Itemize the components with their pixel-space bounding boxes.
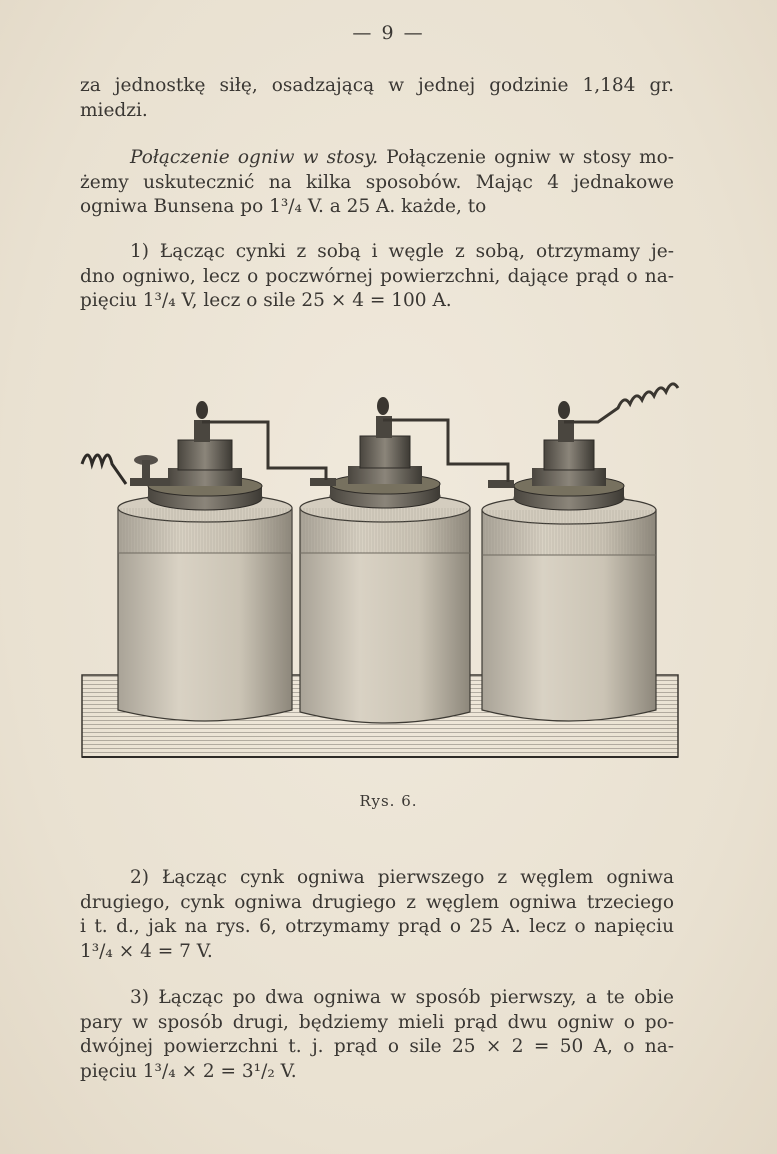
text-line: pary w sposób drugi, będziemy mieli prąd dwu ogniw o po- (80, 1011, 674, 1033)
text-line: ogniwa Bunsena po 1³/₄ V. a 25 A. każde, to (80, 196, 487, 217)
cell-3 (482, 401, 656, 721)
text-line: 3) Łącząc po dwa ogniwa w sposób pierwszy, a te obie (130, 987, 674, 1008)
text-line: miedzi. (80, 99, 148, 121)
text-line: 2) Łącząc cynk ogniwa pierwszego z węglem ogniwa (130, 867, 674, 888)
bunsen-cells-illustration (78, 360, 680, 762)
paragraph-method-3 (80, 986, 674, 1084)
text-line: za jednostkę siłę, osadzającą w jednej godzinie 1,184 gr. (80, 75, 674, 96)
paragraph-method-2 (80, 866, 674, 964)
cell-2 (300, 397, 470, 723)
text-line: pięciu 1³/₄ × 2 = 3¹/₂ V. (80, 1060, 297, 1082)
paragraph-battery-connection (80, 146, 674, 220)
text-line: żemy uskutecznić na kilka sposobów. Mając 4 jednakowe (80, 171, 674, 193)
text-line: pięciu 1³/₄ V, lecz o sile 25 × 4 = 100 A. (80, 290, 452, 311)
paragraph-intro (80, 74, 674, 123)
text-line: drugiego, cynk ogniwa drugiego z węglem ogniwa trzeciego (80, 891, 674, 913)
section-heading: Połączenie ogniw w stosy. (130, 147, 379, 168)
cell-1 (82, 401, 292, 721)
text-line: dwójnej powierzchni t. j. prąd o sile 25 × 2 = 50 A, o na- (80, 1036, 674, 1057)
text-line: i t. d., jak na rys. 6, otrzymamy prąd o 25 A. lecz o napięciu (80, 916, 674, 937)
text-line: 1) Łącząc cynki z sobą i węgle z sobą, otrzymamy je- (130, 241, 674, 262)
paragraph-method-1 (80, 240, 674, 314)
text-line: dno ogniwo, lecz o poczwórnej powierzchni, dające prąd o na- (80, 265, 674, 287)
figure-caption: Rys. 6. (359, 792, 418, 810)
connecting-wires (202, 384, 678, 482)
text-line (80, 146, 674, 171)
text-fragment: Połączenie ogniw w stosy mo- (378, 147, 674, 168)
text-line: 1³/₄ × 4 = 7 V. (80, 940, 213, 962)
page-number: — 9 — (352, 22, 425, 44)
